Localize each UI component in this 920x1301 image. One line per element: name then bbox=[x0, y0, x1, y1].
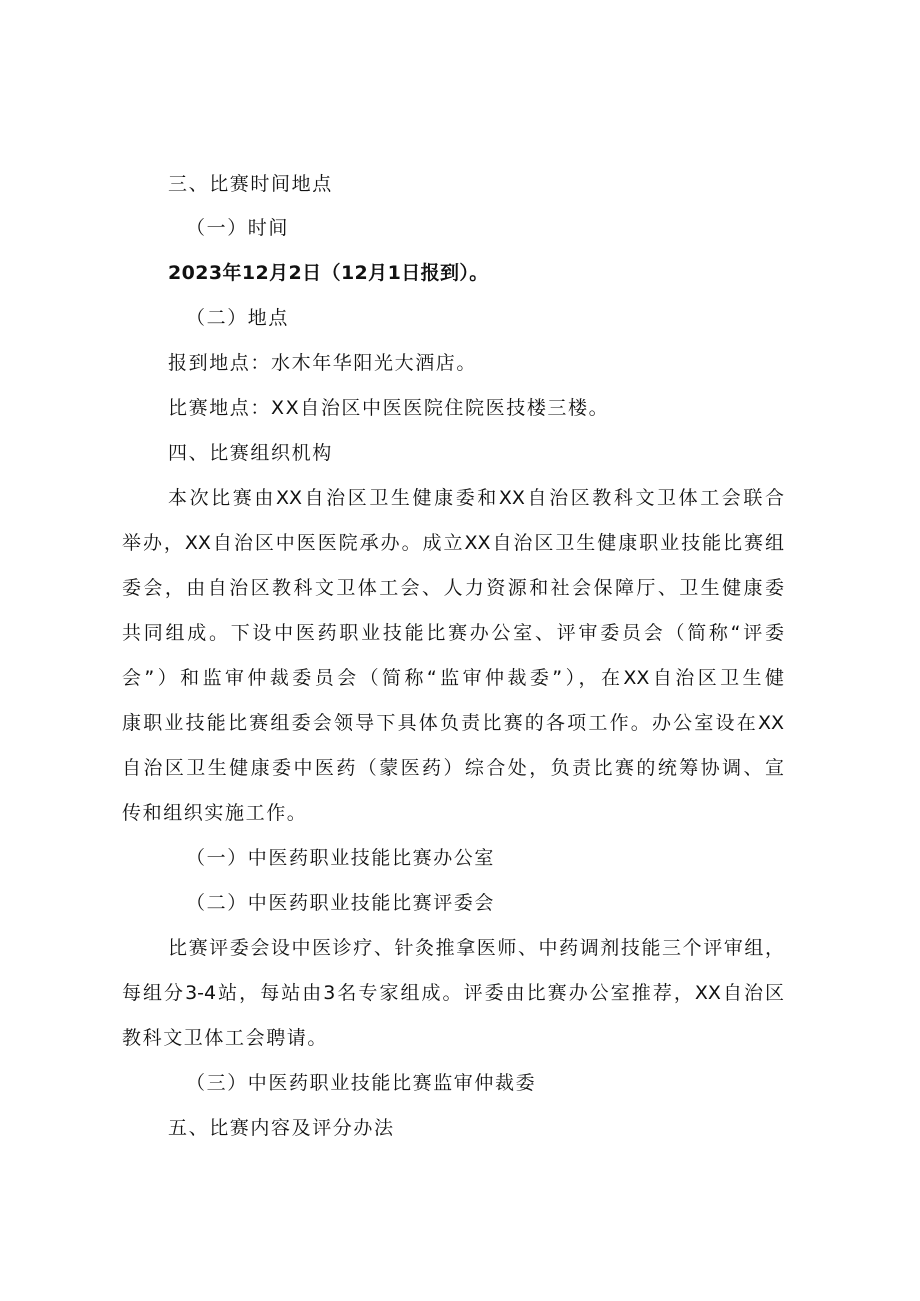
paragraph-line: 举办，XX自治区中医医院承办。成立XX自治区卫生健康职业技能比赛组 bbox=[122, 532, 784, 554]
section-4-arbitration-subheading: （三）中医药职业技能比赛监审仲裁委 bbox=[186, 1072, 537, 1094]
section-4-jury-subheading: （二）中医药职业技能比赛评委会 bbox=[186, 892, 496, 914]
section-3-heading: 三、比赛时间地点 bbox=[168, 173, 333, 195]
paragraph-line: 传和组织实施工作。 bbox=[122, 802, 308, 824]
paragraph-line: 康职业技能比赛组委会领导下具体负责比赛的各项工作。办公室设在XX bbox=[122, 712, 784, 734]
paragraph-line: 本次比赛由XX自治区卫生健康委和XX自治区教科文卫体工会联合 bbox=[168, 487, 784, 509]
paragraph-line: 自治区卫生健康委中医药（蒙医药）综合处，负责比赛的统筹协调、宣 bbox=[122, 757, 784, 779]
checkin-location: 报到地点：水木年华阳光大酒店。 bbox=[168, 352, 478, 374]
section-5-heading: 五、比赛内容及评分办法 bbox=[168, 1117, 395, 1139]
section-4-office-subheading: （一）中医药职业技能比赛办公室 bbox=[186, 847, 496, 869]
paragraph-line: 共同组成。下设中医药职业技能比赛办公室、评审委员会（简称“评委 bbox=[122, 622, 784, 644]
section-4-heading: 四、比赛组织机构 bbox=[168, 442, 333, 464]
paragraph-line: 会”）和监审仲裁委员会（简称“监审仲裁委”），在XX自治区卫生健 bbox=[122, 667, 784, 689]
section-3-time-subheading: （一）时间 bbox=[186, 217, 290, 239]
competition-date: 2023年12月2日（12月1日报到）。 bbox=[168, 262, 489, 284]
competition-venue: 比赛地点：XX自治区中医医院住院医技楼三楼。 bbox=[168, 397, 610, 419]
section-3-location-subheading: （二）地点 bbox=[186, 307, 290, 329]
paragraph-line: 教科文卫体工会聘请。 bbox=[122, 1027, 329, 1049]
paragraph-line: 委会，由自治区教科文卫体工会、人力资源和社会保障厅、卫生健康委 bbox=[122, 577, 784, 599]
paragraph-line: 每组分3-4站，每站由3名专家组成。评委由比赛办公室推荐，XX自治区 bbox=[122, 982, 784, 1004]
paragraph-line: 比赛评委会设中医诊疗、针灸推拿医师、中药调剂技能三个评审组， bbox=[168, 937, 784, 959]
